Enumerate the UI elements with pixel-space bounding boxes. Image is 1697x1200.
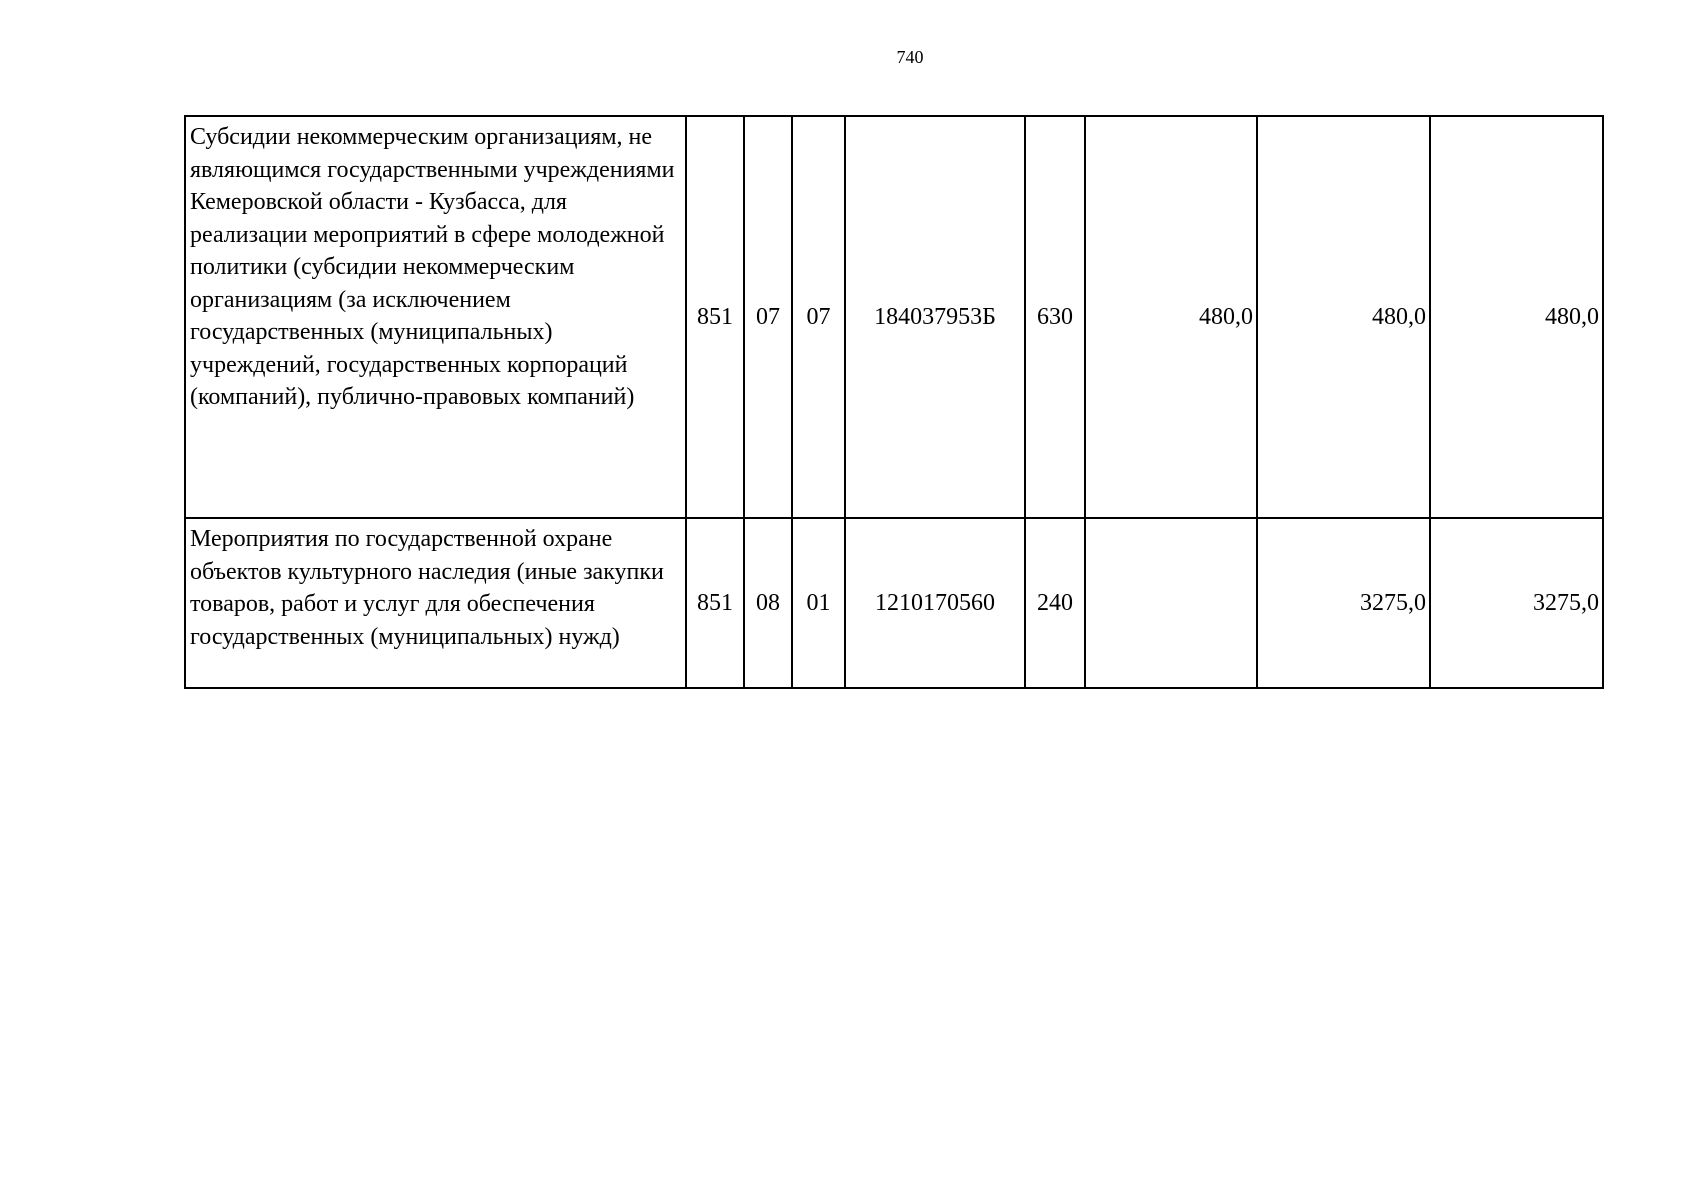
table-row (185, 116, 1603, 518)
amount-year-3: 480,0 (1430, 116, 1603, 518)
row-description: Мероприятия по государственной охране объектов культурного наследия (иные закупки товаров, работ и услуг для обеспечения государственных (муниципальных) нужд) (185, 518, 686, 688)
section-code: 08 (744, 518, 792, 688)
amount-year-1: 480,0 (1085, 116, 1257, 518)
amount-year-2: 480,0 (1257, 116, 1430, 518)
amount-year-2: 3275,0 (1257, 518, 1430, 688)
section-code: 07 (744, 116, 792, 518)
budget-table (184, 115, 1604, 689)
target-article-code: 184037953Б (845, 116, 1025, 518)
ministry-code: 851 (686, 518, 744, 688)
row-description: Субсидии некоммерческим организациям, не являющимся государственными учреждениями Кемеровской области - Кузбасса, для реализации мероприятий в сфере молодежной политики (субсидии некоммерческим организациям (за исключением государственных (муниципальных) учреждений, государственных корпораций (компаний), публично-правовых компаний) (185, 116, 686, 518)
page-number: 740 (896, 47, 924, 67)
target-article-code: 1210170560 (845, 518, 1025, 688)
expense-type-code: 630 (1025, 116, 1085, 518)
subsection-code: 01 (792, 518, 845, 688)
amount-year-3: 3275,0 (1430, 518, 1603, 688)
amount-year-1 (1085, 518, 1257, 688)
ministry-code: 851 (686, 116, 744, 518)
expense-type-code: 240 (1025, 518, 1085, 688)
table-row (185, 518, 1603, 688)
subsection-code: 07 (792, 116, 845, 518)
